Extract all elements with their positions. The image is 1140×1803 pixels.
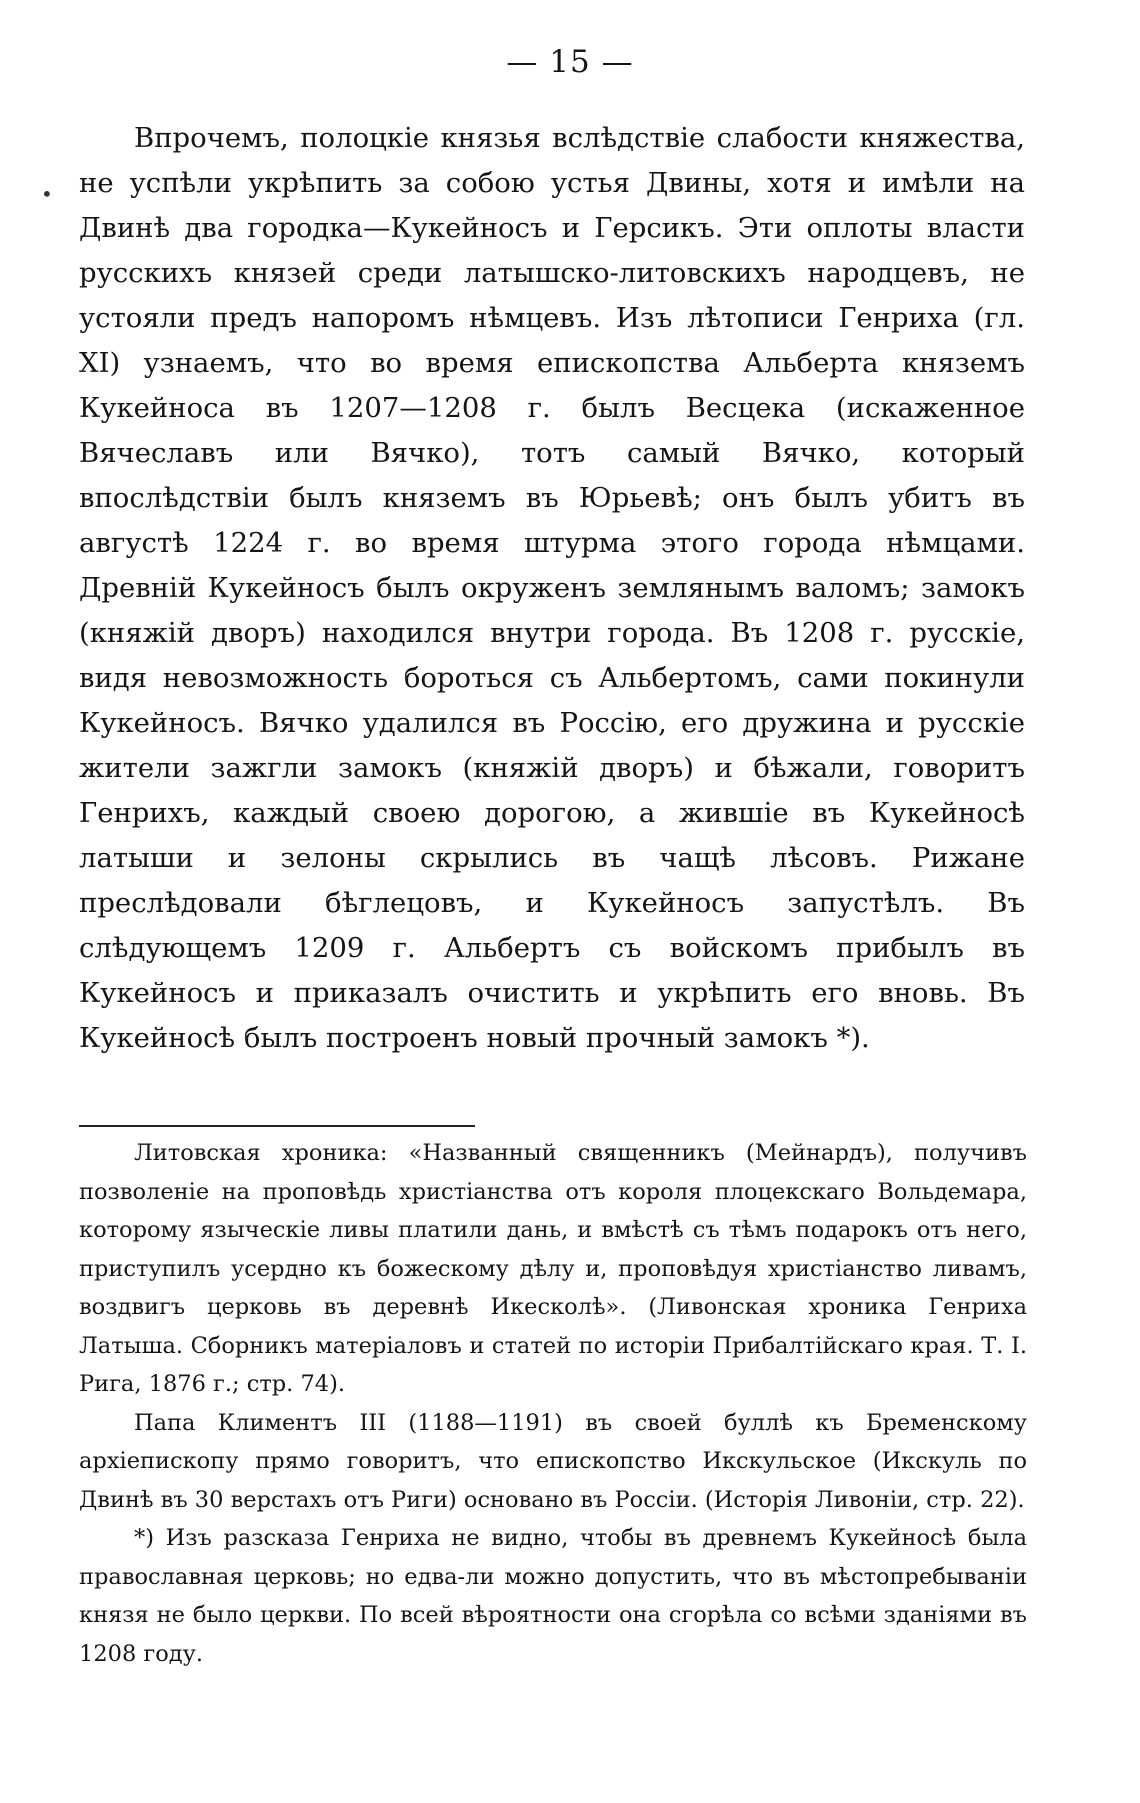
footnote-lithuanian-chronicle: Литовская хроника: «Названный священникъ (Мейнардъ), получивъ позволеніе на проповѣдь христіанства отъ короля плоцекскаго Вольдемара, которому языческіе ливы платили дань, и вмѣстѣ съ тѣмъ подарокъ отъ него, приступилъ усердно къ божескому дѣлу и, проповѣдуя христіанство ливамъ, воздвигъ церковь въ деревнѣ Икесколѣ». (Ливонская хроника Генриха Латыша. Сборникъ матеріаловъ и статей по исторіи Прибалтійскаго края. Т. I. Рига, 1876 г.; стр. 74). — [79, 1140, 1027, 1397]
main-paragraph: Впрочемъ, полоцкіе князья вслѣдствіе слабости княжества, не успѣли укрѣпить за собою устья Двины, хотя и имѣли на Двинѣ два городка—Кукейносъ и Герсикъ. Эти оплоты власти русскихъ князей среди латышско-литовскихъ народцевъ, не устояли предъ напоромъ нѣмцевъ. Изъ лѣтописи Генриха (гл. XI) узнаемъ, что во время епископства Альберта княземъ Кукейноса въ 1207—1208 г. былъ Весцека (искаженное Вячеславъ или Вячко), тотъ самый Вячко, который впослѣдствіи былъ княземъ въ Юрьевѣ; онъ былъ убитъ въ августѣ 1224 г. во время штурма этого города нѣмцами. Древній Кукейносъ былъ окруженъ землянымъ валомъ; замокъ (княжій дворъ) находился внутри города. Въ 1208 г. русскіе, видя невозможность бороться съ Альбертомъ, сами покинули Кукейносъ. Вячко удалился въ Россію, его дружина и русскіе жители зажгли замокъ (княжій дворъ) и бѣжали, говоритъ Генрихъ, каждый своею дорогою, а жившіе въ Кукейносѣ латыши и зелоны скрылись въ чащѣ лѣсовъ. Рижане преслѣдовали бѣглецовъ, и Кукейносъ запустѣлъ. Въ слѣдующемъ 1209 г. Альбертъ съ войскомъ прибылъ въ Кукейносъ и приказалъ очистить и укрѣпить его вновь. Въ Кукейносѣ былъ построенъ новый прочный замокъ *). — [79, 122, 1025, 1054]
footnote-divider — [79, 1125, 475, 1127]
margin-mark: • — [41, 182, 53, 206]
page-number: — 15 — — [506, 44, 634, 80]
footnote-asterisk: *) Изъ разсказа Генриха не видно, чтобы въ древнемъ Кукейносѣ была православная церковь; но едва-ли можно допустить, что въ мѣстопребываніи князя не было церкви. По всей вѣроятности она сгорѣла со всѣми зданіями въ 1208 году. — [79, 1525, 1027, 1667]
footnotes-section — [79, 1134, 1027, 1673]
footnote-pope-clement: Папа Климентъ III (1188—1191) въ своей буллѣ къ Бременскому архіепископу прямо говоритъ, что епископство Икскульское (Икскуль по Двинѣ въ 30 верстахъ отъ Риги) основано въ Россіи. (Исторія Ливоніи, стр. 22). — [79, 1409, 1027, 1513]
